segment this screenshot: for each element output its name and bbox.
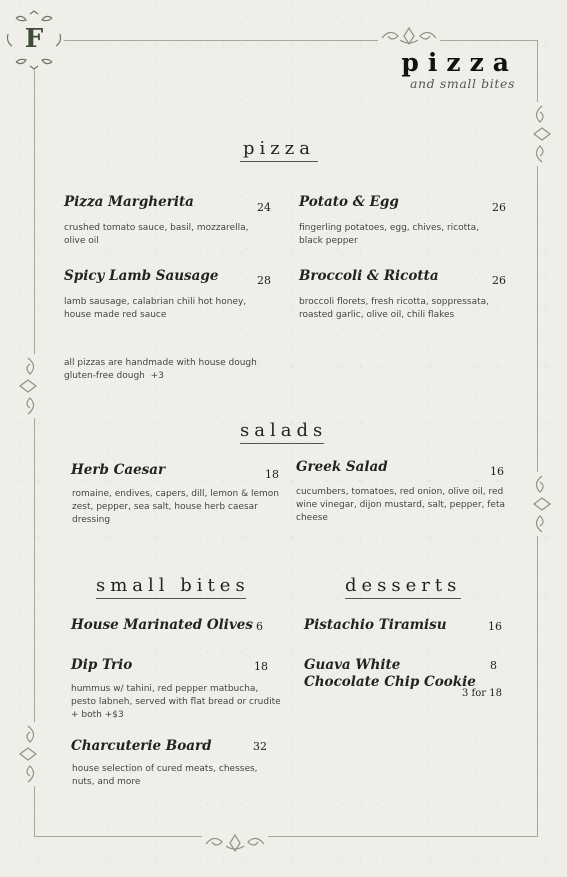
pizza-note-dough: all pizzas are handmade with house dough [64,358,257,368]
menu-item-price: 32 [253,740,267,753]
menu-item-name: Greek Salad [296,459,388,475]
logo-letter: F [24,24,44,54]
menu-item-price: 24 [257,201,271,214]
menu-item-name: Charcuterie Board [71,738,212,754]
menu-item-description: fingerling potatoes, egg, chives, ricotta, black pepper [299,223,480,246]
menu-item-price: 16 [490,465,504,478]
menu-item-name: Broccoli & Ricotta [299,268,439,284]
menu-item-description: lamb sausage, calabrian chili hot honey, house made red sauce [64,297,247,320]
menu-item-description: crushed tomato sauce, basil, mozzarella, olive oil [64,223,249,246]
page-subtitle: and small bites [409,76,515,91]
menu-item-description: house selection of cured meats, chesses, nuts, and more [72,764,258,787]
menu-item-description: broccoli florets, fresh ricotta, soppressata, roasted garlic, olive oil, chili flakes [299,297,490,320]
menu-item-description: hummus w/ tahini, red pepper matbucha, pesto labneh, served with flat bread or crudite + both +$3 [71,684,281,720]
flourish-top-ornament-icon [378,24,440,48]
section-title-salads: salads [240,420,324,444]
section-title-desserts: desserts [345,575,461,599]
section-title-small-bites: small bites [96,575,246,599]
menu-item-price: 16 [488,620,502,633]
flourish-right-lower-ornament-icon [530,472,554,536]
menu-item-name: Potato & Egg [299,194,399,210]
menu-item-price: 28 [257,274,271,287]
menu-item-name: Guava White Chocolate Chip Cookie [304,657,476,690]
section-title-pizza: pizza [240,138,318,162]
flourish-right-upper-ornament-icon [530,102,554,166]
menu-item-description: romaine, endives, capers, dill, lemon & lemon zest, pepper, sea salt, house herb caesar dressing [72,489,280,525]
menu-item-price: 18 [265,468,279,481]
menu-item-price: 26 [492,201,506,214]
menu-item-price-bundle: 3 for 18 [462,688,502,699]
menu-item-name: Pistachio Tiramisu [304,617,447,633]
menu-item-price: 18 [254,660,268,673]
menu-item-name: Herb Caesar [71,462,166,478]
menu-item-description: cucumbers, tomatoes, red onion, olive oil, red wine vinegar, dijon mustard, salt, pepper, feta cheese [296,487,505,523]
menu-item-price: 8 [490,659,497,672]
menu-item-name: Dip Trio [71,657,133,673]
menu-item-name: Spicy Lamb Sausage [64,268,219,284]
flourish-left-lower-ornament-icon [16,722,40,786]
menu-item-price: 6 [256,620,263,633]
page-title: pizza [401,48,518,77]
menu-item-price: 26 [492,274,506,287]
menu-item-name: House Marinated Olives [71,617,253,633]
menu-item-name: Pizza Margherita [64,194,194,210]
flourish-bottom-ornament-icon [202,832,268,856]
logo-monogram [4,10,64,70]
flourish-left-upper-ornament-icon [16,354,40,418]
pizza-note-gluten-free: gluten-free dough +3 [64,371,164,381]
